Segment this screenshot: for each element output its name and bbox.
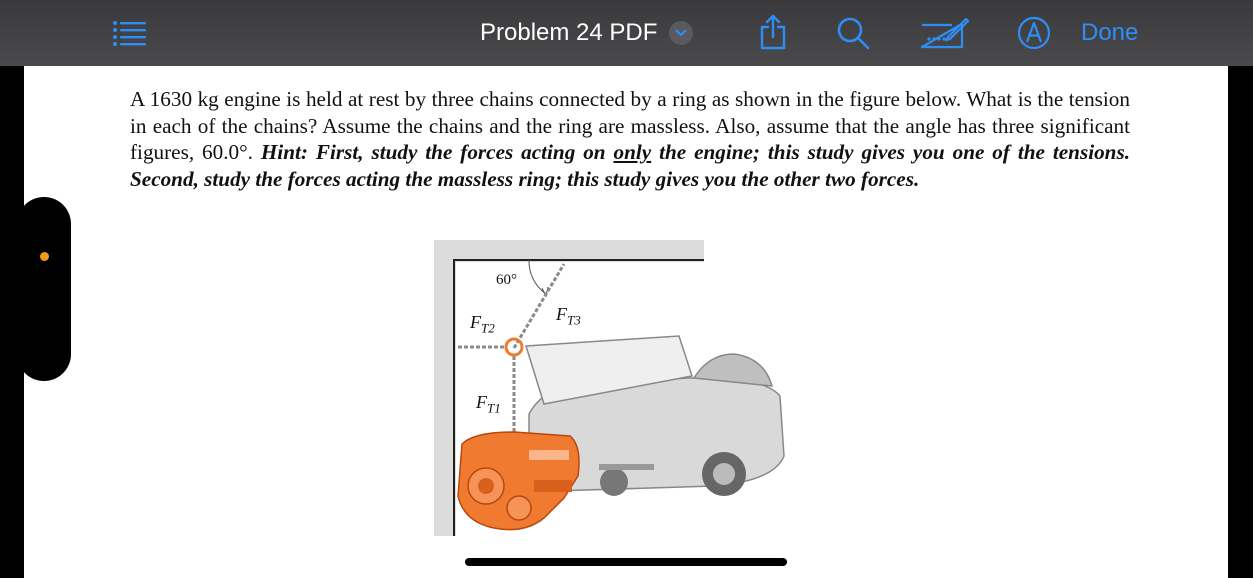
label-ft3-sub: T3 bbox=[567, 312, 581, 328]
label-ft2-main: F bbox=[470, 312, 481, 332]
document-title-area[interactable] bbox=[480, 18, 693, 48]
label-ft1 bbox=[476, 392, 501, 417]
engine-illustration bbox=[458, 432, 579, 530]
problem-text bbox=[130, 86, 1130, 192]
list-icon[interactable] bbox=[112, 20, 148, 48]
label-ft3 bbox=[556, 304, 581, 329]
problem-statement: A 1630 kg engine is held at rest by three chains connected by a ring as shown in the figure below. What is the tension in each of the chains? Assume the chains and the ring are massless. Also, assume that the angle has three significant figures, 60.0°. bbox=[130, 87, 1130, 164]
markup-icon[interactable] bbox=[1017, 16, 1051, 50]
angle-label: 60° bbox=[496, 272, 517, 288]
engine-chain-figure bbox=[434, 236, 790, 536]
toolbar bbox=[0, 0, 1253, 66]
done-button[interactable]: Done bbox=[1081, 19, 1139, 46]
home-indicator[interactable] bbox=[465, 558, 787, 566]
document-title[interactable]: Problem 24 PDF bbox=[480, 19, 658, 46]
hint-after: the engine; this study gives you one of the tensions. Second, study the forces acting the massless ring; this study gives you the other two forces. bbox=[130, 140, 1130, 191]
signature-icon[interactable] bbox=[918, 15, 970, 49]
search-icon[interactable] bbox=[836, 16, 872, 50]
label-ft2-sub: T2 bbox=[481, 320, 495, 336]
hint-before: Hint: First, study the forces acting on bbox=[260, 140, 614, 164]
side-handle[interactable] bbox=[17, 197, 71, 381]
label-ft2 bbox=[470, 312, 495, 337]
recording-indicator bbox=[40, 252, 49, 261]
hint-only: only bbox=[613, 140, 652, 164]
chevron-down-icon[interactable] bbox=[669, 21, 693, 45]
label-ft1-sub: T1 bbox=[487, 400, 501, 416]
hint-text bbox=[130, 140, 1130, 191]
label-ft1-main: F bbox=[476, 392, 487, 412]
share-icon[interactable] bbox=[758, 13, 788, 51]
figure-drawing bbox=[434, 236, 790, 536]
label-ft3-main: F bbox=[556, 304, 567, 324]
